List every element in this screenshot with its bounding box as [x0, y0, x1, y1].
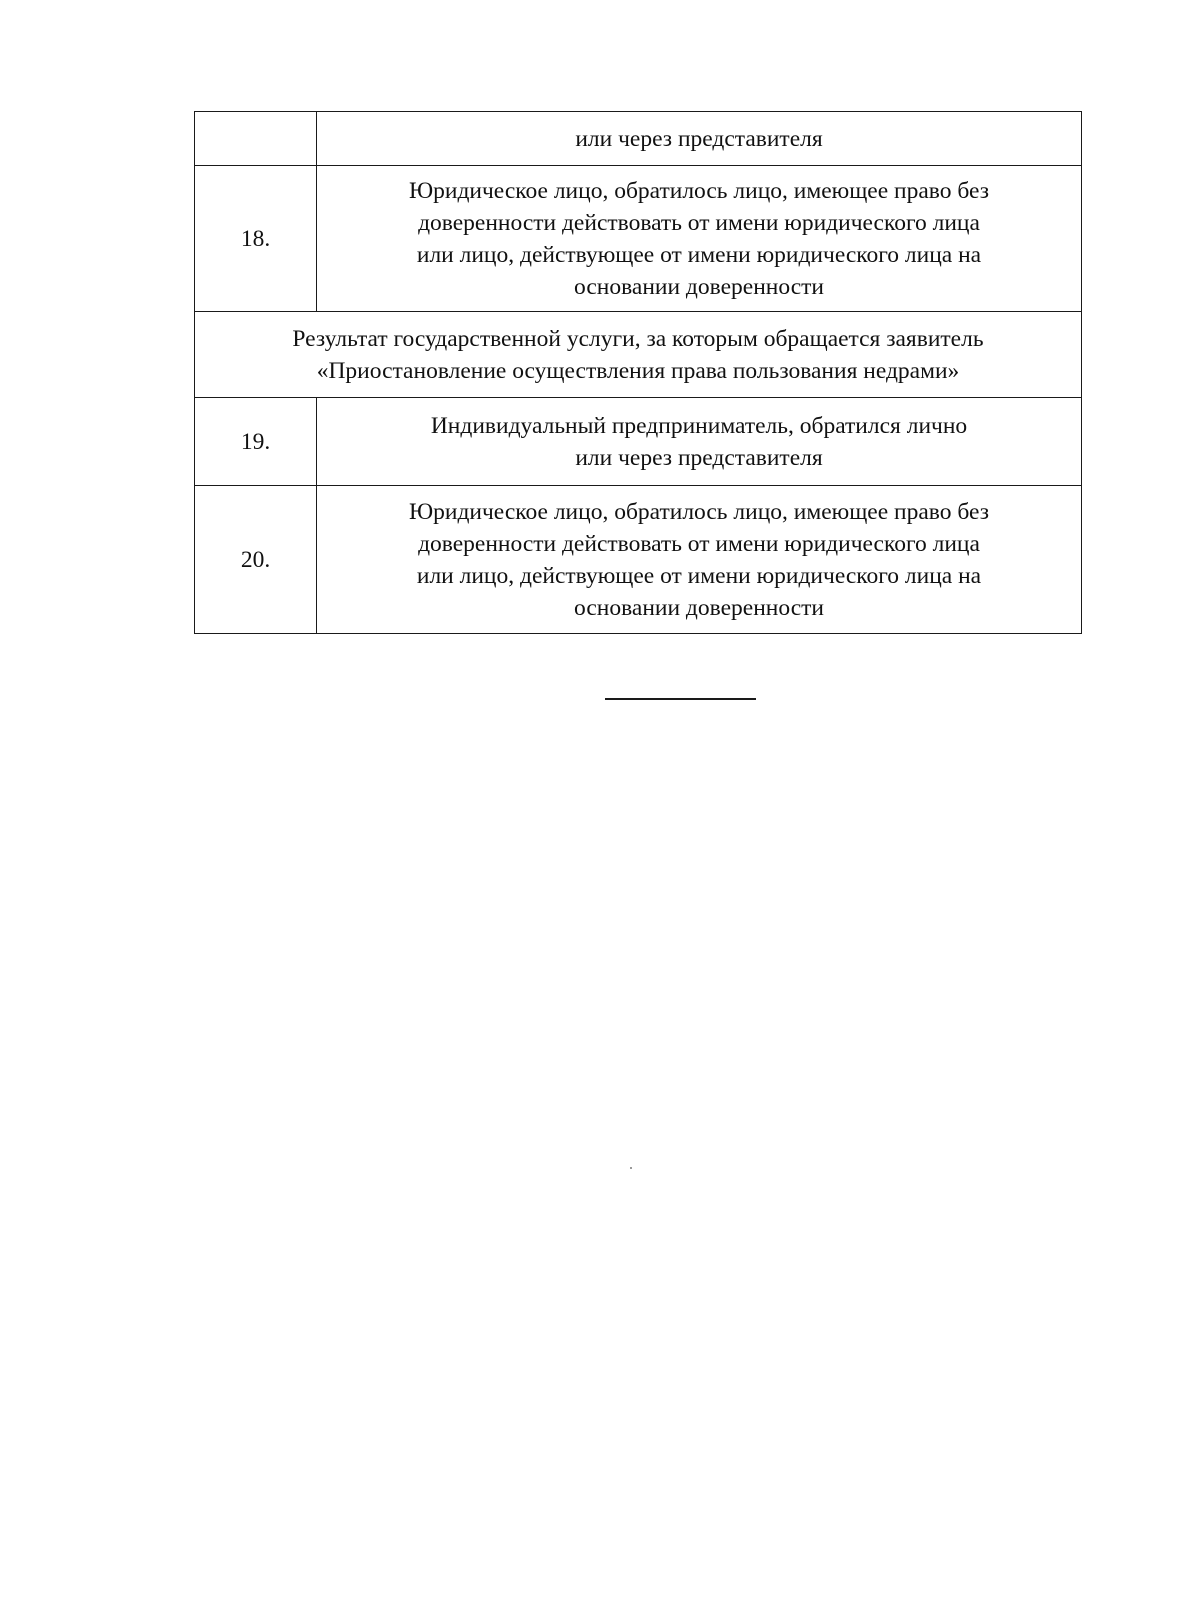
- section-header-line: «Приостановление осуществления права пользования недрами»: [316, 357, 960, 384]
- section-header-line: Результат государственной услуги, за которым обращается заявитель: [292, 325, 984, 352]
- description-line: или через представителя: [575, 125, 823, 152]
- scan-speck: [630, 1167, 632, 1169]
- end-of-document-rule: [605, 698, 756, 700]
- table-row-continuation: [195, 112, 1082, 166]
- description-line: доверенности действовать от имени юридического лица: [418, 209, 980, 236]
- description-line: основании доверенности: [574, 594, 824, 621]
- description-line: Юридическое лицо, обратилось лицо, имеющее право без: [408, 177, 990, 204]
- row-number-cell: 20.: [195, 486, 317, 634]
- description-line: или через представителя: [575, 444, 823, 471]
- section-header-cell: [195, 312, 1082, 398]
- description-line: основании доверенности: [574, 273, 824, 300]
- applicant-description-cell: [317, 398, 1082, 486]
- description-line: Индивидуальный предприниматель, обратился лично: [430, 412, 968, 439]
- row-number-cell-empty: [195, 112, 317, 166]
- table-row-20: [195, 486, 1082, 634]
- description-line: или лицо, действующее от имени юридического лица на: [416, 241, 982, 268]
- applicant-variants-table: [194, 111, 1082, 634]
- table-row-18: [195, 166, 1082, 312]
- table-row-19: [195, 398, 1082, 486]
- applicant-description-cell: [317, 486, 1082, 634]
- section-header-row: [195, 312, 1082, 398]
- applicant-description-cell: [317, 112, 1082, 166]
- row-number-cell: 18.: [195, 166, 317, 312]
- description-line: или лицо, действующее от имени юридического лица на: [416, 562, 982, 589]
- description-line: Юридическое лицо, обратилось лицо, имеющее право без: [408, 498, 990, 525]
- applicant-description-cell: [317, 166, 1082, 312]
- row-number-cell: 19.: [195, 398, 317, 486]
- description-line: доверенности действовать от имени юридического лица: [418, 530, 980, 557]
